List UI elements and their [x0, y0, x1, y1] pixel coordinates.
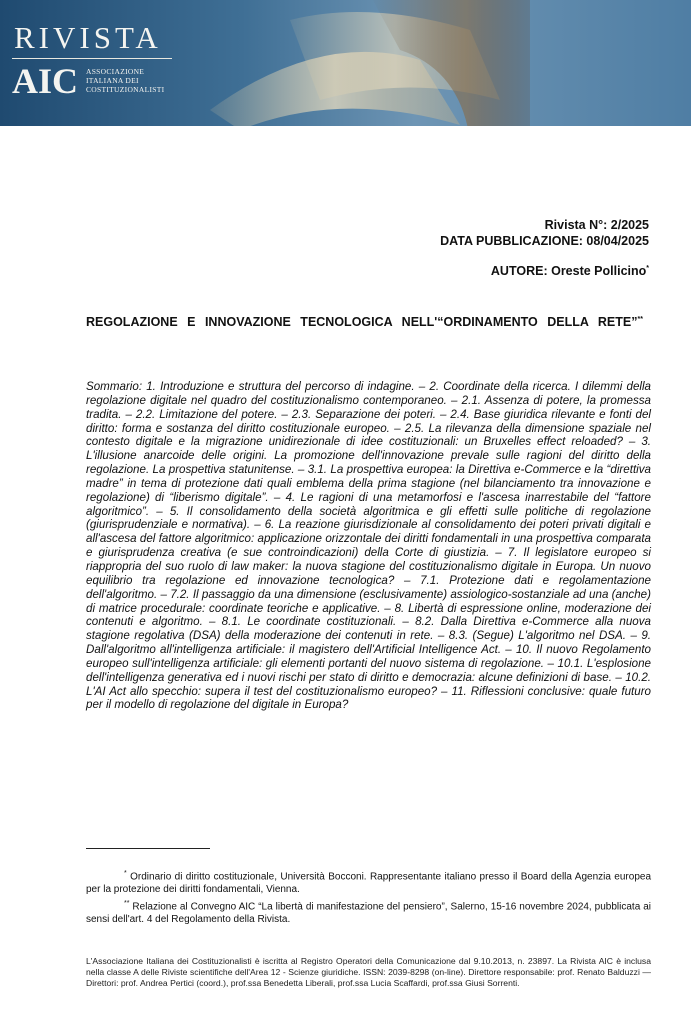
issue-number: Rivista N°: 2/2025 [544, 218, 649, 232]
footnote-divider [86, 848, 210, 849]
title-text: REGOLAZIONE E INNOVAZIONE TECNOLOGICA NELL'“ORDINAMENTO DELLA RETE” [86, 315, 638, 330]
article-title [86, 312, 651, 330]
footnote-2 [86, 898, 651, 926]
assoc-line: COSTITUZIONALISTI [86, 85, 165, 94]
author-line [491, 264, 649, 278]
journal-banner [0, 0, 691, 126]
footnote-2-mark: ** [124, 900, 130, 907]
footnote-1-text: Ordinario di diritto costituzionale, Università Bocconi. Rappresentante italiano presso il Board della Agenzia europea per la protezione dei diritti fondamentali, Vienna. [86, 871, 652, 895]
brand-divider [12, 58, 172, 59]
assoc-line: ASSOCIAZIONE [86, 67, 145, 76]
publisher-footer: L'Associazione Italiana dei Costituzionalisti è iscritta al Registro Operatori della Comunicazione dal 9.10.2013, n. 23897. La Rivista AIC è inclusa nella classe A delle Riviste scientifiche dell'Area 12 - Scienze giuridiche. ISSN: 2039-8298 (on-line). Direttore responsabile: prof. Renato Balduzzi — Direttori: prof. Andrea Pertici (coord.), prof.ssa Benedetta Liberali, prof.ssa Lucia Scaffardi, prof.ssa Giusi Sorrenti. [86, 956, 651, 988]
author-name: AUTORE: Oreste Pollicino [490, 264, 647, 278]
title-footnote-mark: ** [637, 316, 643, 323]
footnote-1-mark: * [124, 870, 127, 877]
brand-association [86, 67, 164, 94]
footnote-2-text: Relazione al Convegno AIC “La libertà di manifestazione del pensiero”, Salerno, 15-16 novembre 2024, pubblicata ai sensi dell'art. 4 del Regolamento della Rivista. [86, 901, 652, 925]
assoc-line: ITALIANA DEI [86, 76, 139, 85]
table-of-contents-summary: Sommario: 1. Introduzione e struttura del percorso di indagine. – 2. Coordinate della ricerca. I dilemmi della regolazione digitale nel quadro del costituzionalismo contemporaneo. – 2.1. Assenza di potere, la promessa tradita. – 2.2. Limitazione del potere. – 2.3. Separazione dei poteri. – 2.4. Base giuridica rilevante e fonti del diritto: forma e sostanza del diritto costituzionale europeo. – 2.5. La rilevanza della dimensione spaziale nel contesto digitale e la migrazione unidirezionale di idee costituzionali: un Bruxelles effect reloaded? – 3. L'illusione anarcoide delle origini. La promozione dell'innovazione prevale sulle ragioni del diritto della regolazione. La prospettiva statunitense. – 3.1. La prospettiva europea: la Direttiva e-Commerce e la “direttiva madre” in tema di protezione dati quali emblema della prima stagione (nel bilanciamento tra innovazione e regolazione) di “liberismo digitale”. – 4. Le ragioni di una metamorfosi e l'ascesa inarrestabile del “fattore algoritmico”. – 5. Il consolidamento della società algoritmica e gli effetti sulle politiche di regolazione (giurisprudenziale e normativa). – 6. La reazione giurisdizionale al consolidamento dei poteri privati digitali e all'ascesa del fattore algoritmico: applicazione orizzontale dei diritti fondamentali in una prospettiva comparata e giurisprudenza creativa (e sue controindicazioni) della Corte di giustizia. – 7. Il legislatore europeo si riappropria del suo ruolo di law maker: la nuova stagione del costituzionalismo digitale in Europa. Un nuovo equilibrio tra regolazione ed innovazione tecnologica? – 7.1. Protezione dati e regolamentazione dell'algoritmo. – 7.2. Il passaggio da una dimensione (esclusivamente) assiologico-sostanziale ad una (anche) di matrice procedurale: coordinate teoriche e applicative. – 8. Libertà di espressione online, moderazione dei contenuti e algoritmo. – 8.1. Le coordinate costituzionali. – 8.2. Dalla Direttiva e-Commerce alla nuova stagione regolativa (DSA) della moderazione dei contenuti in rete. – 8.3. (Segue) L'algoritmo nel DSA. – 9. Dall'algoritmo all'intelligenza artificiale: il magistero dell'Artificial Intelligence Act. – 10. Il nuovo Regolamento europeo sull'intelligenza artificiale: gli elementi portanti del nuovo sistema di regolazione. – 10.1. L'esplosione dell'intelligenza generativa ed i nuovi rischi per stato di diritto e democrazia: alcune definizioni di base. – 10.2. L'AI Act allo specchio: supera il test del costituzionalismo europeo? – 11. Riflessioni conclusive: quale futuro per il modello di regolazione del digitale in Europa? [86, 380, 651, 712]
publication-date: DATA PUBBLICAZIONE: 08/04/2025 [440, 234, 649, 248]
open-book-image [170, 0, 530, 126]
brand-rivista: RIVISTA [14, 20, 162, 55]
author-footnote-mark: * [646, 264, 649, 272]
footnote-1 [86, 868, 651, 896]
brand-aic: AIC [12, 61, 79, 101]
